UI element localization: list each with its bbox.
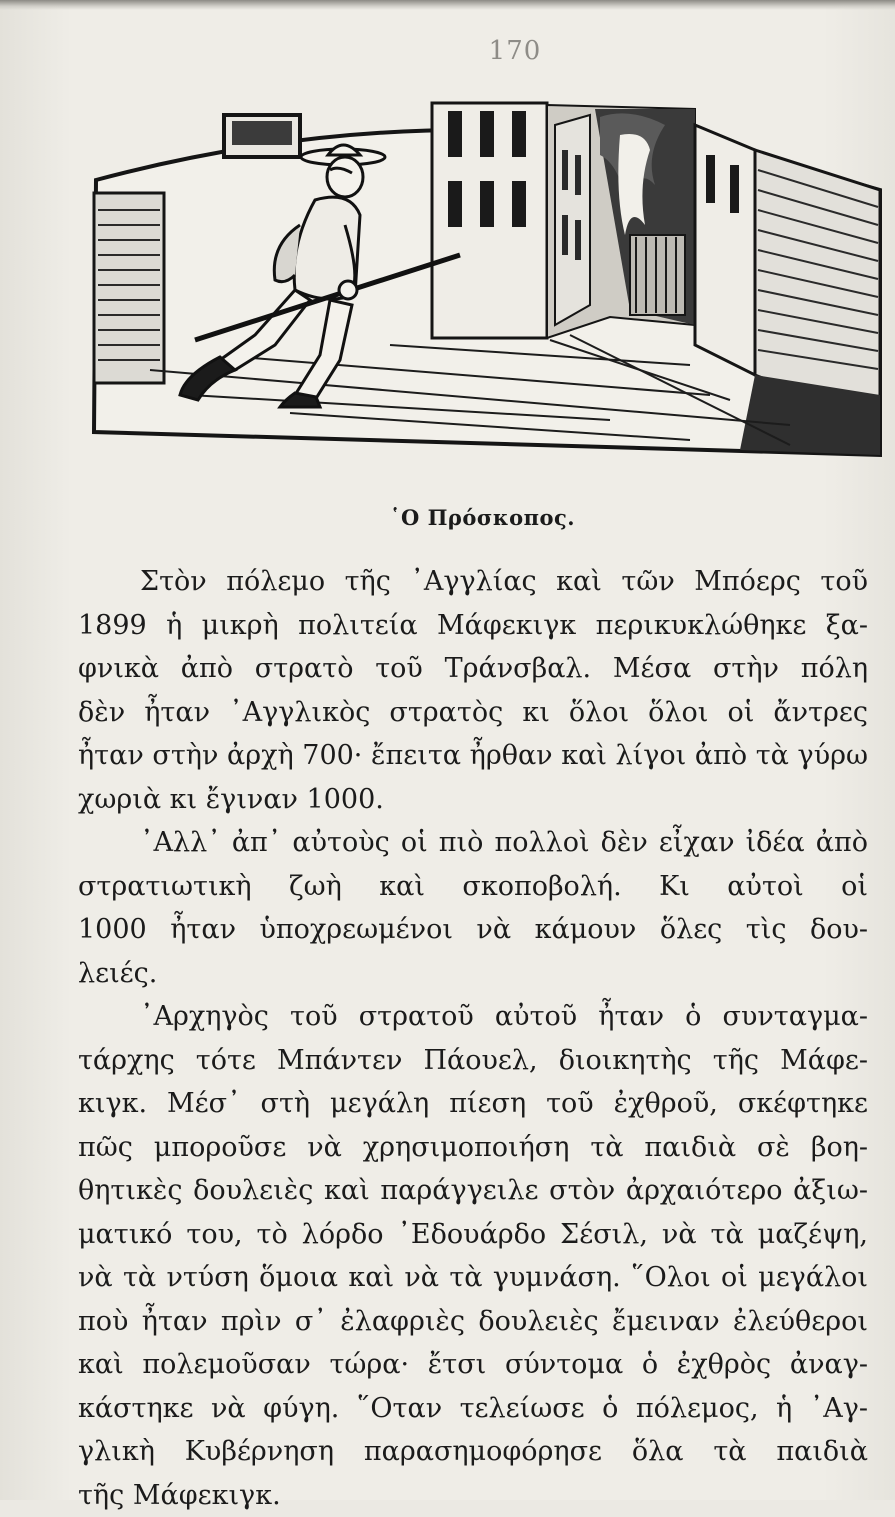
text-line: κιγκ. Μέσ᾿ στὴ μεγάλη πίεση τοῦ ἐχθροῦ, σκέφτηκε bbox=[78, 1082, 868, 1126]
text-line: κάστηκε νὰ φύγη. ῞Οταν τελείωσε ὁ πόλεμος, ἡ ᾿Αγ- bbox=[78, 1387, 868, 1431]
text-line: ματικό του, τὸ λόρδο ᾿Εδουάρδο Σέσιλ, νὰ τὰ μαζέψη, bbox=[78, 1213, 868, 1257]
illustration-caption: ῾Ο Πρόσκοπος. bbox=[390, 505, 575, 530]
paragraph-3 bbox=[78, 995, 868, 1517]
text-line: 1899 ἡ μικρὴ πολιτεία Μάφεκιγκ περικυκλώθηκε ξα- bbox=[78, 604, 868, 648]
text-line: 1000 ἦταν ὑποχρεωμένοι νὰ κάμουν ὅλες τὶς δου- bbox=[78, 908, 868, 952]
text-line: ἦταν στὴν ἀρχὴ 700· ἔπειτα ἦρθαν καὶ λίγοι ἀπὸ τὰ γύρω bbox=[78, 734, 868, 778]
text-line: λειές. bbox=[78, 952, 868, 996]
text-line: τῆς Μάφεκιγκ. bbox=[78, 1474, 868, 1517]
paragraph-1 bbox=[78, 560, 868, 821]
page-number: 170 bbox=[470, 36, 560, 66]
page-top-edge bbox=[0, 0, 895, 10]
text-line: ᾿Αρχηγὸς τοῦ στρατοῦ αὐτοῦ ἦταν ὁ συνταγμα- bbox=[78, 995, 868, 1039]
text-line: Στὸν πόλεμο τῆς ᾿Αγγλίας καὶ τῶν Μπόερς τοῦ bbox=[78, 560, 868, 604]
text-line: ποὺ ἦταν πρὶν σ᾿ ἐλαφριὲς δουλειὲς ἔμειναν ἐλεύθεροι bbox=[78, 1300, 868, 1344]
article-body bbox=[78, 560, 868, 1517]
text-line: θητικὲς δουλειὲς καὶ παράγγειλε στὸν ἀρχαιότερο ἀξιω- bbox=[78, 1169, 868, 1213]
paragraph-2 bbox=[78, 821, 868, 995]
text-line: φνικὰ ἀπὸ στρατὸ τοῦ Τράνσβαλ. Μέσα στὴν πόλη bbox=[78, 647, 868, 691]
text-line: γλικὴ Κυβέρνηση παρασημοφόρησε ὅλα τὰ παιδιὰ bbox=[78, 1430, 868, 1474]
text-line: τάρχης τότε Μπάντεν Πάουελ, διοικητὴς τῆς Μάφε- bbox=[78, 1039, 868, 1083]
text-line: χωριὰ κι ἔγιναν 1000. bbox=[78, 778, 868, 822]
text-line: δὲν ἦταν ᾿Αγγλικὸς στρατὸς κι ὅλοι ὅλοι οἱ ἄντρες bbox=[78, 691, 868, 735]
scout-woodcut-illustration bbox=[90, 95, 886, 463]
text-line: νὰ τὰ ντύση ὅμοια καὶ νὰ τὰ γυμνάση. ῞Ολοι οἱ μεγάλοι bbox=[78, 1256, 868, 1300]
text-line: ᾿Αλλ᾿ ἀπ᾿ αὐτοὺς οἱ πιὸ πολλοὶ δὲν εἶχαν ἰδέα ἀπὸ bbox=[78, 821, 868, 865]
text-line: καὶ πολεμοῦσαν τώρα· ἔτσι σύντομα ὁ ἐχθρὸς ἀναγ- bbox=[78, 1343, 868, 1387]
text-line: στρατιωτικὴ ζωὴ καὶ σκοποβολή. Κι αὐτοὶ οἱ bbox=[78, 865, 868, 909]
text-line: πῶς μποροῦσε νὰ χρησιμοποιήση τὰ παιδιὰ σὲ βοη- bbox=[78, 1126, 868, 1170]
